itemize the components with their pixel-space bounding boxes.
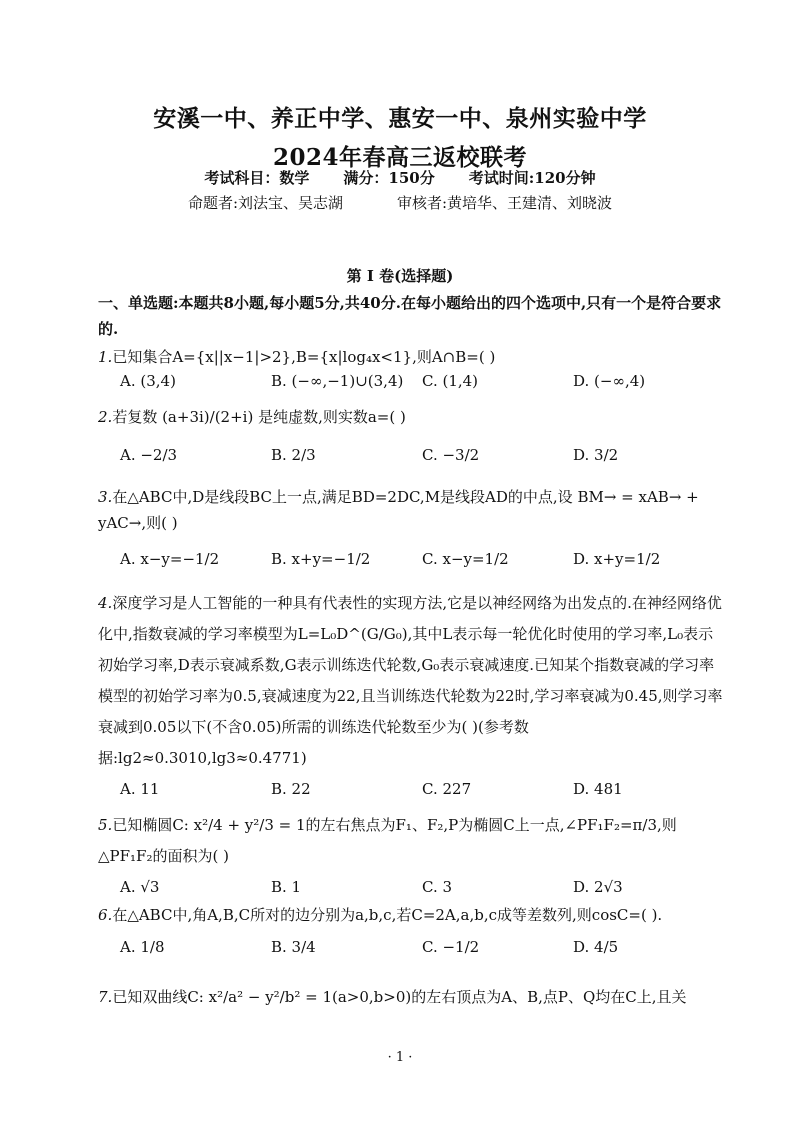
exam-title-schools: 安溪一中、养正中学、惠安一中、泉州实验中学	[153, 105, 647, 132]
exam-reviewers: 审核者:黄培华、王建清、刘晓波	[397, 194, 613, 212]
option-b: B. 1	[271, 878, 302, 896]
option-list	[98, 780, 728, 798]
question-number: 4.	[98, 594, 113, 612]
option-c: C. x−y=1/2	[422, 550, 509, 568]
option-d: D. 3/2	[573, 446, 619, 464]
option-c: C. (1,4)	[422, 372, 479, 390]
option-d: D. x+y=1/2	[573, 550, 661, 568]
section-heading: 一、单选题:本题共8小题,每小题5分,共40分.在每小题给出的四个选项中,只有一个是符合要求的.	[98, 294, 722, 338]
question-number: 5.	[98, 816, 113, 834]
option-b: B. 22	[271, 780, 311, 798]
option-d: D. 2√3	[573, 878, 623, 896]
question-stem	[98, 344, 728, 370]
exam-subject: 考试科目：数学	[204, 169, 310, 187]
question-number: 2.	[98, 408, 113, 426]
question-stem	[98, 484, 728, 536]
question-text: 深度学习是人工智能的一种具有代表性的实现方法,它是以神经网络为出发点的.在神经网络优化中,指数衰减的学习率模型为L=L₀D^(G/G₀),其中L表示每一轮优化时使用的学习率,L₀表示初始学习率,D表示衰减系数,G表示训练迭代轮数,G₀表示衰减速度.已知某个指数衰减的学习率模型的初始学习率为0.5,衰减速度为22,且当训练迭代轮数为22时,学习率衰减为0.45,则学习率衰减到0.05以下(不含0.05)所需的训练迭代轮数至少为( )(参考数据:lg2≈0.3010,lg3≈0.4771)	[98, 594, 723, 767]
question-number: 1.	[98, 348, 113, 366]
option-a: A. 11	[120, 780, 160, 798]
option-d: D. 4/5	[573, 938, 619, 956]
option-a: A. √3	[120, 878, 160, 896]
page-number: · 1 ·	[387, 1050, 413, 1065]
option-b: B. 3/4	[271, 938, 316, 956]
question-number: 3.	[98, 488, 113, 506]
part-title: 第 I 卷(选择题)	[346, 267, 454, 285]
question-stem	[98, 588, 728, 774]
option-c: C. 3	[422, 878, 453, 896]
question-text: 已知集合A={x||x−1|>2},B={x|log₄x<1},则A∩B=( )	[112, 348, 496, 366]
question-4	[98, 588, 728, 798]
exam-authors	[0, 192, 800, 213]
question-stem	[98, 810, 728, 872]
option-d: D. (−∞,4)	[573, 372, 646, 390]
question-7	[98, 984, 728, 1010]
option-list	[98, 446, 728, 464]
option-list	[98, 550, 728, 568]
option-b: B. 2/3	[271, 446, 316, 464]
exam-setters: 命题者:刘法宝、吴志湖	[187, 194, 343, 212]
question-stem	[98, 404, 728, 430]
option-c: C. −1/2	[422, 938, 480, 956]
option-c: C. −3/2	[422, 446, 480, 464]
question-text: 在△ABC中,角A,B,C所对的边分别为a,b,c,若C=2A,a,b,c成等差数列,则cosC=( ).	[112, 906, 663, 924]
question-3	[98, 484, 728, 568]
question-5	[98, 810, 728, 896]
option-b: B. (−∞,−1)∪(3,4)	[271, 372, 404, 390]
option-a: A. 1/8	[120, 938, 165, 956]
option-list	[98, 372, 728, 390]
option-list	[98, 878, 728, 896]
option-a: A. −2/3	[120, 446, 178, 464]
question-stem	[98, 984, 728, 1010]
option-list	[98, 938, 728, 956]
option-c: C. 227	[422, 780, 472, 798]
question-6	[98, 902, 728, 956]
question-text: 已知双曲线C: x²/a² − y²/b² = 1(a>0,b>0)的左右顶点为A、B,点P、Q均在C上,且关	[112, 988, 687, 1006]
option-a: A. (3,4)	[120, 372, 176, 390]
question-2	[98, 404, 728, 464]
question-number: 7.	[98, 988, 113, 1006]
question-text: 已知椭圆C: x²/4 + y²/3 = 1的左右焦点为F₁、F₂,P为椭圆C上一点,∠PF₁F₂=π/3,则△PF₁F₂的面积为( )	[98, 816, 677, 865]
question-1	[98, 344, 728, 390]
exam-title-name: 2024年春高三返校联考	[272, 144, 527, 171]
option-d: D. 481	[573, 780, 623, 798]
question-text: 在△ABC中,D是线段BC上一点,满足BD=2DC,M是线段AD的中点,设 BM→ = xAB→ + yAC→,则( )	[98, 488, 699, 532]
option-b: B. x+y=−1/2	[271, 550, 371, 568]
exam-full-score: 满分：150分	[343, 169, 435, 187]
option-a: A. x−y=−1/2	[120, 550, 220, 568]
question-text: 若复数 (a+3i)/(2+i) 是纯虚数,则实数a=( )	[112, 408, 406, 426]
question-stem	[98, 902, 728, 928]
question-number: 6.	[98, 906, 113, 924]
exam-meta	[0, 167, 800, 188]
exam-time: 考试时间:120分钟	[468, 169, 596, 187]
